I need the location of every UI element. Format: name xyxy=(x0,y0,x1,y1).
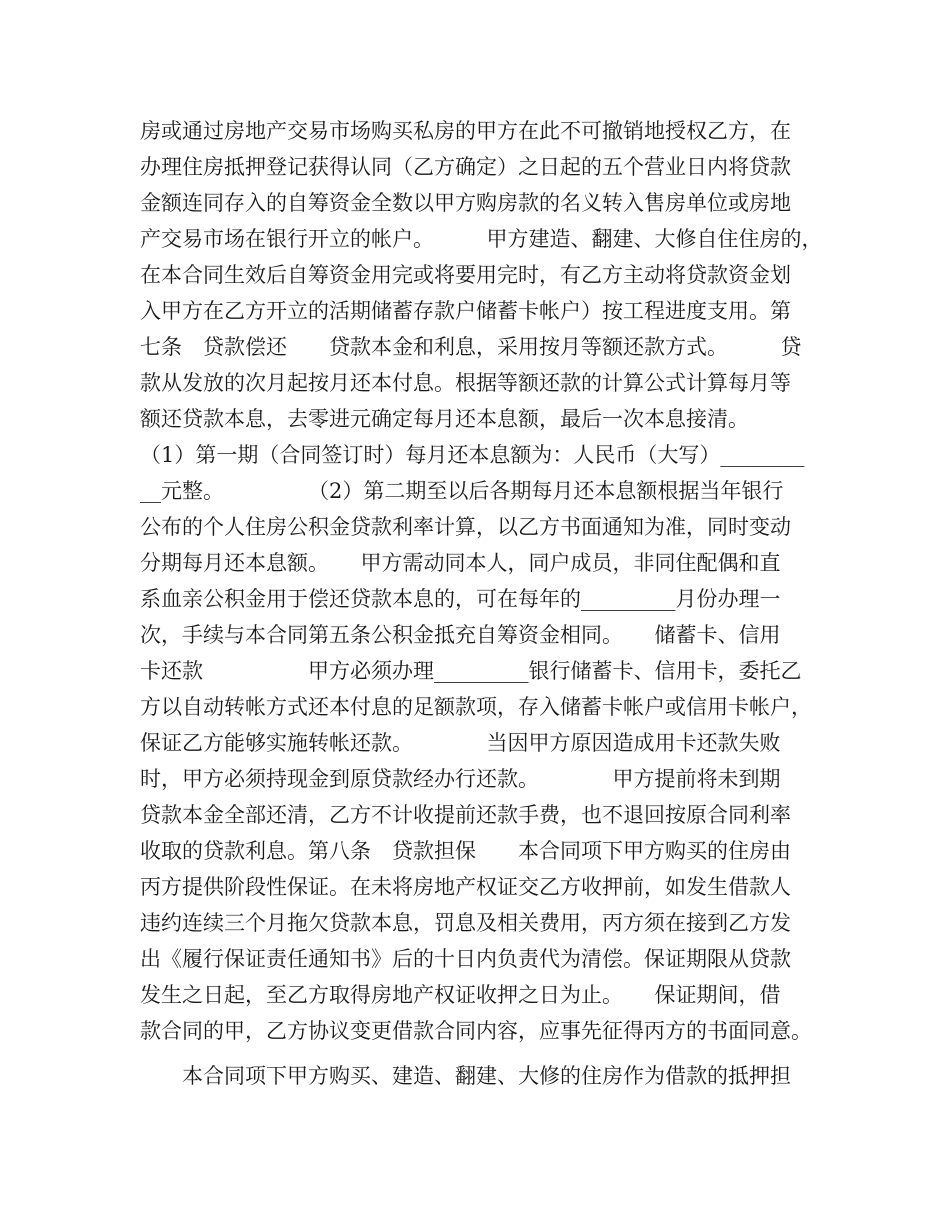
text-line: 系血亲公积金用于偿还贷款本息的，可在每年的_________月份办理一 xyxy=(140,587,781,611)
text-line: 办理住房抵押登记获得认同（乙方确定）之日起的五个营业日内将贷款 xyxy=(140,155,791,179)
text-line: 金额连同存入的自筹资金全数以甲方购房款的名义转入售房单位或房地 xyxy=(140,191,791,215)
text-line: 七条 贷款偿还 贷款本金和利息，采用按月等额还款方式。 贷 xyxy=(140,335,802,359)
text-line: 保证乙方能够实施转帐还款。 当因甲方原因造成用卡还款失败 xyxy=(140,731,781,755)
text-line: 在本合同生效后自筹资金用完或将要用完时，有乙方主动将贷款资金划 xyxy=(140,263,791,287)
text-line: 公布的个人住房公积金贷款利率计算，以乙方书面通知为准，同时变动 xyxy=(140,515,791,539)
text-line: 额还贷款本息，去零进元确定每月还本息额，最后一次本息接清。 xyxy=(140,407,749,431)
text-line: 入甲方在乙方开立的活期储蓄存款户储蓄卡帐户）按工程进度支用。第 xyxy=(140,299,791,323)
text-line: 次，手续与本合同第五条公积金抵充自筹资金相同。 储蓄卡、信用 xyxy=(140,623,781,647)
text-line: 卡还款 甲方必须办理_________银行储蓄卡、信用卡，委托乙 xyxy=(140,659,802,683)
text-line: 时，甲方必须持现金到原贷款经办行还款。 甲方提前将未到期 xyxy=(140,767,781,791)
text-line: 贷款本金全部还清，乙方不计收提前还款手费，也不退回按原合同利率 xyxy=(140,803,791,827)
text-line: 房或通过房地产交易市场购买私房的甲方在此不可撤销地授权乙方，在 xyxy=(140,119,791,143)
text-line: 款合同的甲，乙方协议变更借款合同内容，应事先征得丙方的书面同意。 xyxy=(140,1019,812,1043)
text-line: 丙方提供阶段性保证。在未将房地产权证交乙方收押前，如发生借款人 xyxy=(140,875,791,899)
text-line: 本合同项下甲方购买、建造、翻建、大修的住房作为借款的抵押担 xyxy=(140,1064,791,1088)
text-line: 产交易市场在银行开立的帐户。 甲方建造、翻建、大修自住住房的， xyxy=(140,227,823,251)
text-line: 方以自动转帐方式还本付息的足额款项，存入储蓄卡帐户或信用卡帐户， xyxy=(140,695,812,719)
text-line: __元整。 （2）第二期至以后各期每月还本息额根据当年银行 xyxy=(140,479,784,503)
text-line: 发生之日起，至乙方取得房地产权证收押之日为止。 保证期间，借 xyxy=(140,983,781,1007)
text-line: （1）第一期（合同签订时）每月还本息额为：人民币（大写）________ xyxy=(140,443,805,467)
text-line: 违约连续三个月拖欠贷款本息，罚息及相关费用，丙方须在接到乙方发 xyxy=(140,911,791,935)
text-line: 分期每月还本息额。 甲方需动同本人，同户成员，非同住配偶和直 xyxy=(140,551,781,575)
text-line: 款从发放的次月起按月还本付息。根据等额还款的计算公式计算每月等 xyxy=(140,371,791,395)
text-line: 收取的贷款利息。第八条 贷款担保 本合同项下甲方购买的住房由 xyxy=(140,839,791,863)
text-line: 出《履行保证责任通知书》后的十日内负责代为清偿。保证期限从贷款 xyxy=(140,947,791,971)
